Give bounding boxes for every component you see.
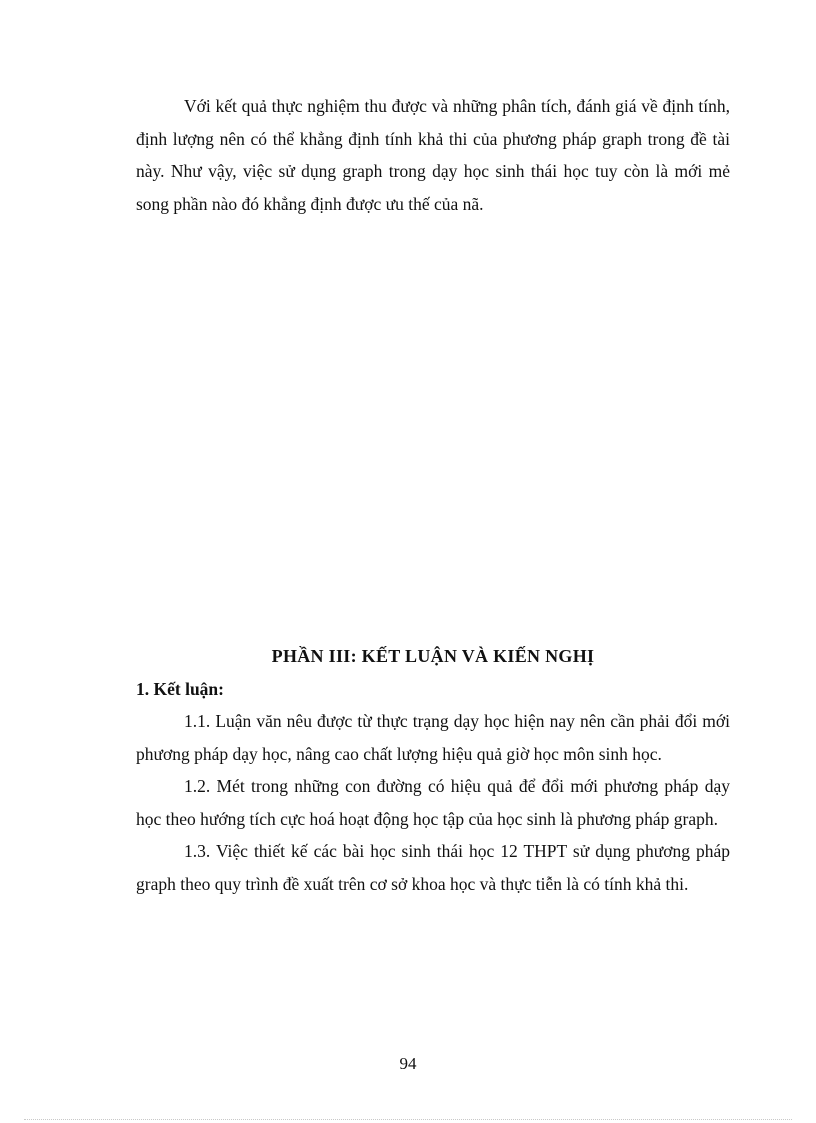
conclusion-subheading: 1. Kết luận: — [136, 679, 224, 699]
conclusion-item: 1.3. Việc thiết kế các bài học sinh thái học 12 THPT sử dụng phương pháp graph theo quy trình đề xuất trên cơ sở khoa học và thực tiễn là có tính khả thi. — [136, 841, 730, 894]
conclusion-item: 1.1. Luận văn nêu được từ thực trạng dạy học hiện nay nên cần phải đổi mới phương pháp dạy học, nâng cao chất lượng hiệu quả giờ học môn sinh học. — [136, 711, 730, 764]
conclusion-item: 1.2. Mét trong những con đường có hiệu quả để đổi mới phương pháp dạy học theo hướng tích cực hoá hoạt động học tập của học sinh là phương pháp graph. — [136, 776, 730, 829]
page-bottom-divider — [24, 1119, 792, 1120]
intro-block — [136, 90, 730, 220]
intro-paragraph: Với kết quả thực nghiệm thu được và những phân tích, đánh giá về định tính, định lượng nên có thể khẳng định tính khả thi của phương pháp graph trong đề tài này. Như vậy, việc sử dụng graph trong dạy học sinh thái học tuy còn là mới mẻ song phần nào đó khẳng định được ưu thế của nã. — [136, 96, 730, 214]
section-title: PHẦN III: KẾT LUẬN VÀ KIẾN NGHỊ — [271, 646, 595, 666]
conclusion-list — [136, 705, 730, 900]
page-number: 94 — [399, 1054, 417, 1073]
